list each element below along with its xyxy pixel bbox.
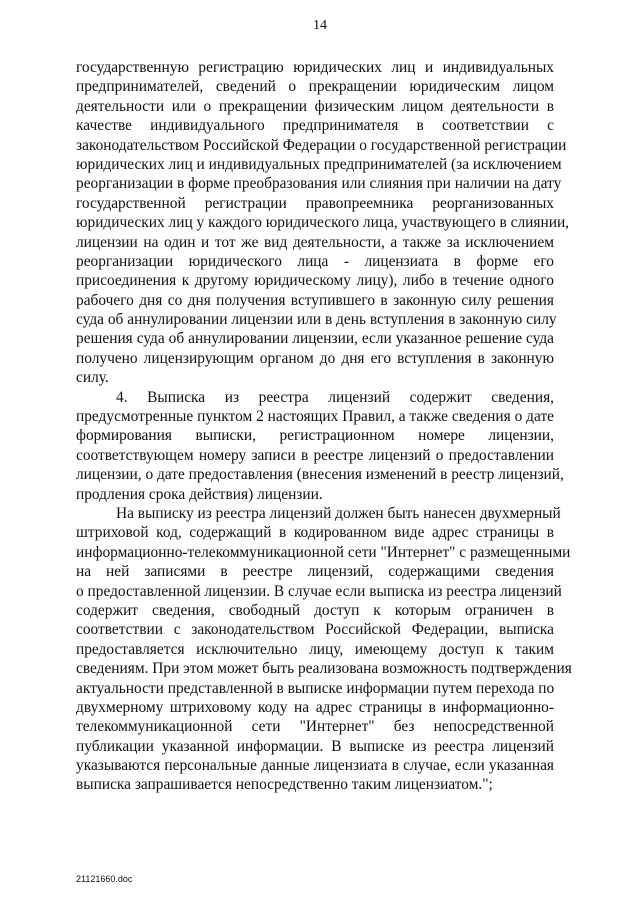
text-line: силу.: [76, 369, 109, 387]
text-line: рабочего дня со дня получения вступившего в законную силу решения: [76, 291, 554, 309]
text-line: публикации указанной информации. В выписке из реестра лицензий: [76, 737, 554, 755]
text-line: присоединения к другому юридическому лицу), либо в течение одного: [76, 272, 554, 290]
text-line: суда об аннулировании лицензии или в день вступления в законную силу: [76, 311, 557, 329]
text-line: штриховой код, содержащий в кодированном виде адрес страницы в: [76, 524, 554, 542]
text-line: решения суда об аннулировании лицензии, если указанное решение суда: [76, 330, 554, 348]
document-body: [76, 58, 572, 795]
text-line: соответствующем номеру записи в реестре лицензий о предоставлении: [76, 446, 554, 464]
text-line: о предоставленной лицензии. В случае если выписка из реестра лицензий: [76, 582, 562, 600]
text-line: реорганизации юридического лица - лицензиата в форме его: [76, 252, 554, 270]
text-line: сведениям. При этом может быть реализована возможность подтверждения: [76, 660, 572, 678]
text-line: государственную регистрацию юридических лиц и индивидуальных: [76, 59, 554, 76]
text-line: законодательством Российской Федерации о государственной регистрации: [76, 136, 567, 154]
text-line: предпринимателей, сведений о прекращении юридическим лицом: [76, 78, 554, 96]
text-line: предусмотренные пунктом 2 настоящих Правил, а также сведения о дате: [76, 408, 554, 426]
text-line: информационно-телекоммуникационной сети "Интернет" с размещенными: [76, 543, 571, 561]
text-line: 4. Выписка из реестра лицензий содержит сведения,: [116, 388, 554, 406]
text-line: содержит сведения, свободный доступ к которым ограничен в: [76, 601, 554, 619]
text-line: двухмерному штриховому коду на адрес страницы в информационно-: [76, 698, 554, 716]
text-line: юридических лиц и индивидуальных предпринимателей (за исключением: [76, 155, 562, 173]
text-line: лицензии, о дате предоставления (внесения изменений в реестр лицензий,: [76, 466, 564, 484]
text-line: качестве индивидуального предпринимателя в соответствии с: [76, 117, 554, 135]
page-number: 14: [313, 18, 327, 33]
text-line: государственной регистрации правопреемника реорганизованных: [76, 194, 554, 212]
text-line: формирования выписки, регистрационном номере лицензии,: [76, 427, 554, 445]
text-line: продления срока действия) лицензии.: [76, 485, 323, 503]
text-line: предоставляется исключительно лицу, имеющему доступ к таким: [76, 640, 554, 658]
footer-filename: 21121660.doc: [76, 874, 133, 884]
text-line: реорганизации в форме преобразования или слияния при наличии на дату: [76, 175, 562, 193]
text-line: актуальности представленной в выписке информации путем перехода по: [76, 679, 555, 697]
text-line: выписка запрашивается непосредственно таким лицензиатом.";: [76, 776, 493, 794]
text-line: соответствии с законодательством Российской Федерации, выписка: [76, 621, 554, 639]
text-line: телекоммуникационной сети "Интернет" без непосредственной: [76, 718, 554, 736]
text-line: На выписку из реестра лицензий должен быть нанесен двухмерный: [116, 504, 561, 522]
text-line: юридических лиц у каждого юридического лица, участвующего в слиянии,: [76, 214, 570, 232]
text-line: на ней записями в реестре лицензий, содержащими сведения: [76, 563, 554, 581]
text-line: указываются персональные данные лицензиата в случае, если указанная: [76, 757, 554, 775]
text-line: деятельности или о прекращении физическим лицом деятельности в: [76, 97, 554, 115]
text-line: получено лицензирующим органом до дня его вступления в законную: [76, 349, 554, 367]
text-line: лицензии на один и тот же вид деятельности, а также за исключением: [76, 233, 554, 251]
